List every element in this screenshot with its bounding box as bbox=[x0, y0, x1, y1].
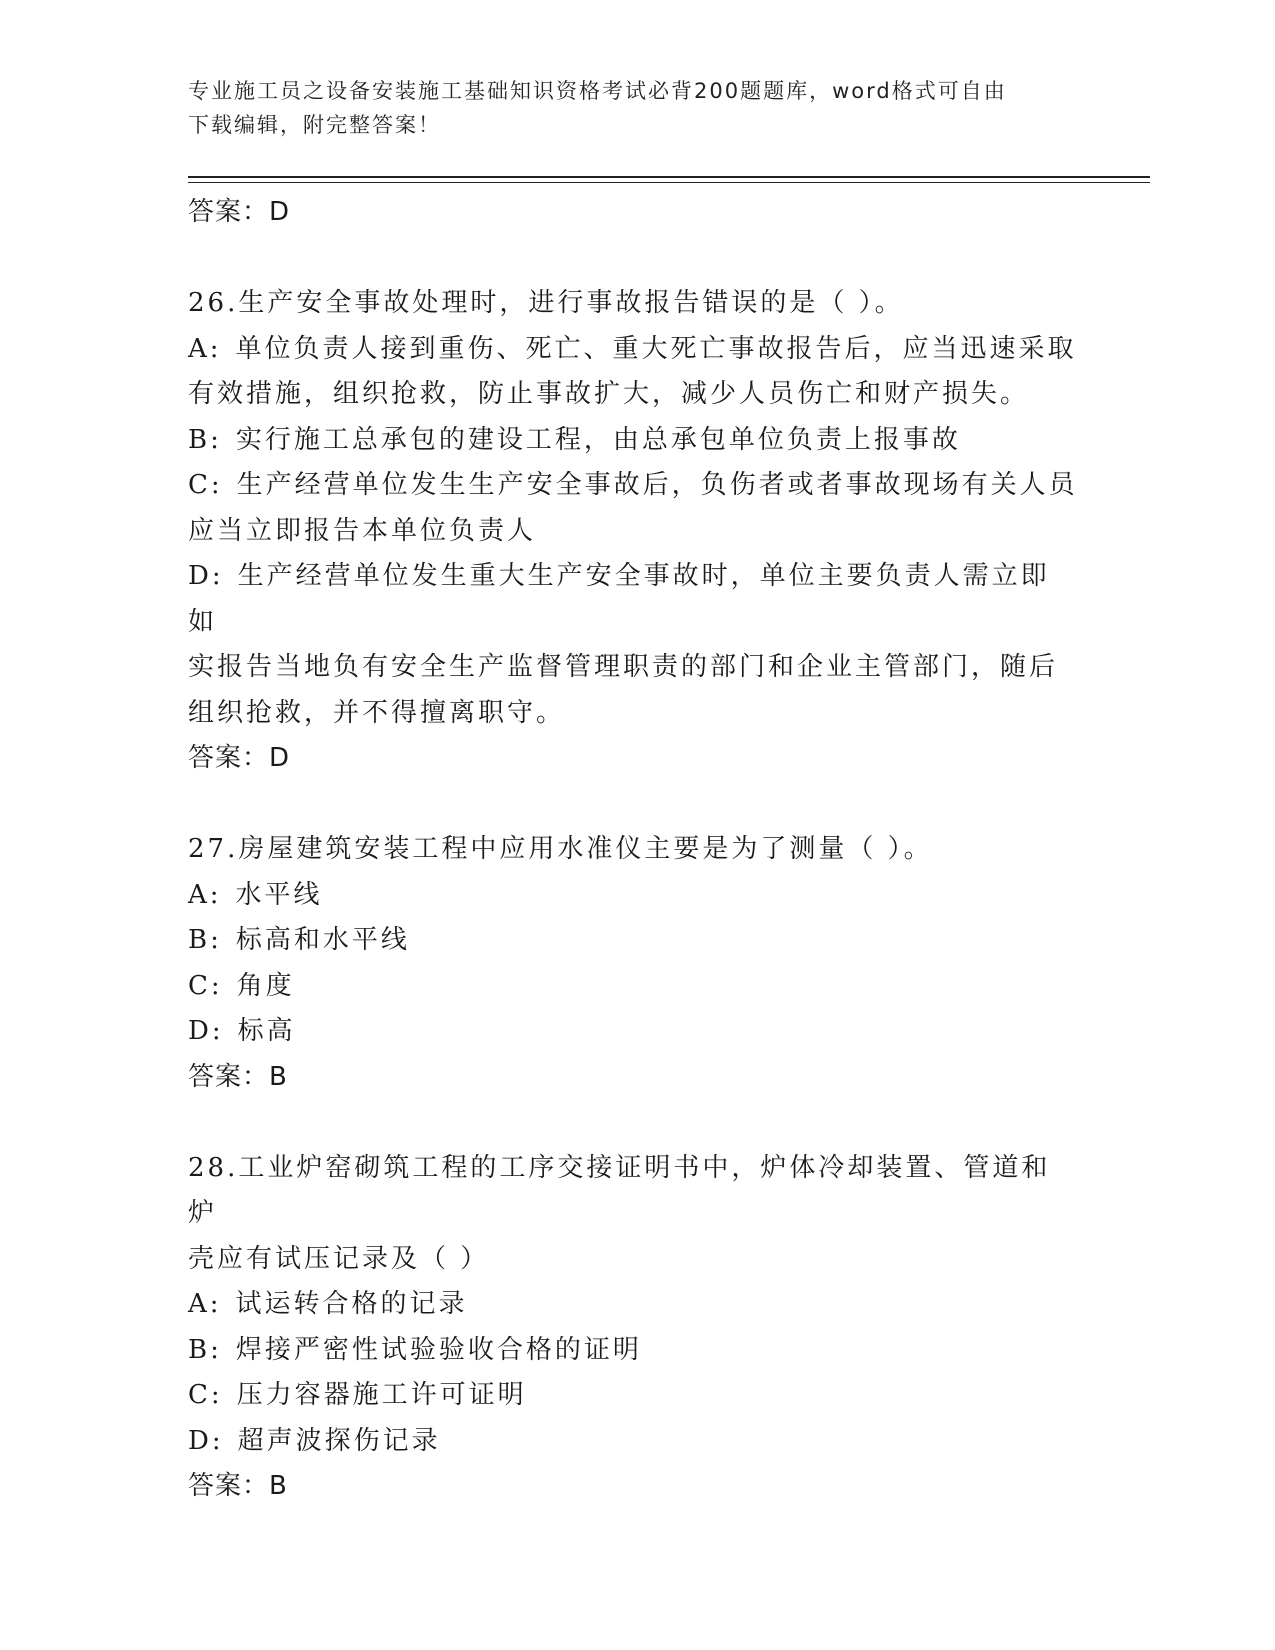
option-a bbox=[188, 1282, 1078, 1328]
option-b bbox=[188, 418, 1078, 464]
question-26 bbox=[188, 281, 1078, 781]
option-d bbox=[188, 1009, 1078, 1055]
option-text-continued: 有效措施，组织抢救，防止事故扩大，减少人员伤亡和财产损失。 bbox=[188, 379, 1030, 409]
option-letter: D: bbox=[188, 1425, 224, 1456]
question-stem-continued: 壳应有试压记录及（ ） bbox=[188, 1243, 490, 1274]
option-text: 实行施工总承包的建设工程，由总承包单位负责上报事故 bbox=[235, 424, 961, 455]
option-a bbox=[188, 873, 1078, 919]
question-stem: 27.房屋建筑安装工程中应用水准仪主要是为了测量（ ）。 bbox=[188, 834, 933, 864]
option-letter: B: bbox=[188, 1334, 222, 1365]
page-header bbox=[188, 74, 1068, 142]
option-letter: D: bbox=[188, 1016, 224, 1046]
option-letter: A: bbox=[188, 333, 222, 364]
option-c bbox=[188, 1373, 1078, 1419]
option-a bbox=[188, 327, 1078, 418]
option-text: 压力容器施工许可证明 bbox=[236, 1380, 527, 1410]
option-text: 水平线 bbox=[235, 879, 323, 910]
option-text: 试运转合格的记录 bbox=[235, 1289, 468, 1319]
option-text-continued: 组织抢救，并不得擅离职守。 bbox=[188, 697, 566, 728]
previous-answer: 答案：D bbox=[188, 197, 291, 227]
header-line-1: 专业施工员之设备安装施工基础知识资格考试必背200题题库，word格式可自由 bbox=[188, 79, 1007, 103]
option-text-continued: 应当立即报告本单位负责人 bbox=[188, 515, 537, 546]
question-stem: 26.生产安全事故处理时，进行事故报告错误的是（ ）。 bbox=[188, 288, 904, 318]
answer: 答案：D bbox=[188, 743, 291, 773]
option-text: 焊接严密性试验验收合格的证明 bbox=[235, 1334, 642, 1365]
header-rule-thin bbox=[188, 182, 1150, 183]
option-letter: B: bbox=[188, 424, 222, 455]
option-letter: A: bbox=[188, 879, 222, 910]
option-text: 角度 bbox=[236, 970, 295, 1001]
header-rule-thick bbox=[188, 176, 1150, 178]
option-text: 生产经营单位发生生产安全事故后，负伤者或者事故现场有关人员 bbox=[236, 470, 1078, 500]
option-letter: C: bbox=[188, 970, 223, 1001]
option-letter: C: bbox=[188, 470, 223, 500]
option-b bbox=[188, 918, 1078, 964]
option-b bbox=[188, 1328, 1078, 1374]
option-c bbox=[188, 463, 1078, 554]
option-letter: D: bbox=[188, 561, 224, 591]
question-27 bbox=[188, 827, 1078, 1100]
option-text: 生产经营单位发生重大生产安全事故时，单位主要负责人需立即如 bbox=[188, 561, 1050, 637]
option-letter: C: bbox=[188, 1380, 223, 1410]
answer: 答案：B bbox=[188, 1471, 288, 1501]
question-stem: 28.工业炉窑砌筑工程的工序交接证明书中，炉体冷却装置、管道和炉 bbox=[188, 1152, 1051, 1228]
option-c bbox=[188, 964, 1078, 1010]
option-d bbox=[188, 1419, 1078, 1465]
option-letter: B: bbox=[188, 925, 222, 955]
option-text: 标高 bbox=[237, 1016, 296, 1046]
option-letter: A: bbox=[188, 1289, 222, 1319]
question-list bbox=[188, 190, 1078, 1509]
option-text: 超声波探伤记录 bbox=[237, 1425, 441, 1456]
header-line-2: 下载编辑，附完整答案！ bbox=[188, 113, 441, 137]
option-d bbox=[188, 554, 1078, 736]
answer: 答案：B bbox=[188, 1061, 288, 1092]
option-text-continued: 实报告当地负有安全生产监督管理职责的部门和企业主管部门，随后 bbox=[188, 652, 1059, 682]
option-text: 单位负责人接到重伤、死亡、重大死亡事故报告后，应当迅速采取 bbox=[235, 333, 1077, 364]
option-text: 标高和水平线 bbox=[235, 925, 410, 955]
question-28 bbox=[188, 1146, 1078, 1510]
